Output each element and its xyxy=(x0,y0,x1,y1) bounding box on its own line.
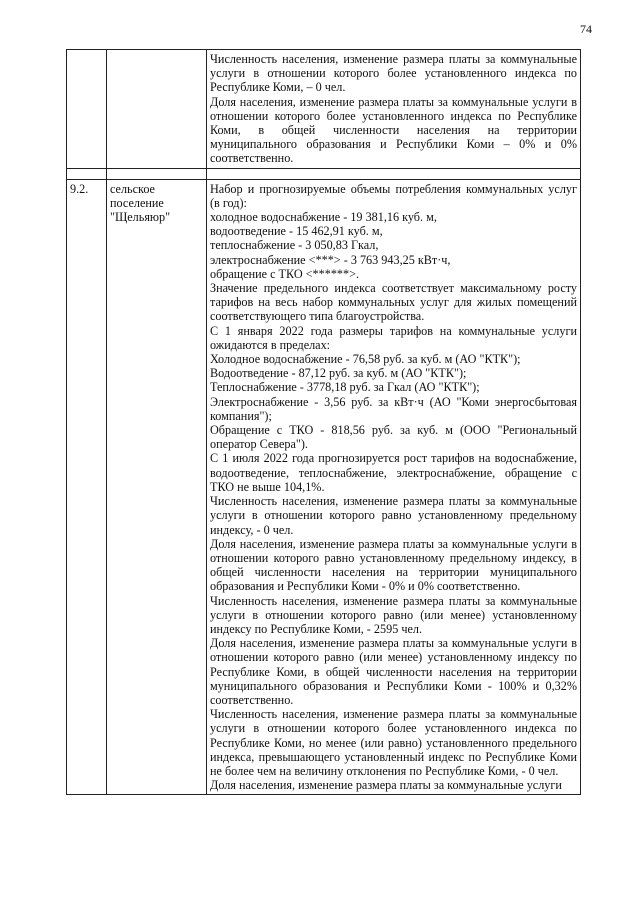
paragraph: Численность населения, изменение размера платы за коммунальные услуги в отношении которого равно установленному предельному индексу, - 0 чел. xyxy=(210,494,577,537)
paragraph: Электроснабжение - 3,56 руб. за кВт·ч (АО "Коми энергосбытовая компания"); xyxy=(210,394,577,423)
row-number-cell xyxy=(67,50,107,169)
paragraph: Теплоснабжение - 3778,18 руб. за Гкал (АО "КТК"); xyxy=(210,380,480,395)
table-row xyxy=(67,50,581,169)
paragraph: Доля населения, изменение размера платы за коммунальные услуги в отношении которого равно установленному предельному индексу, в общей численности населения на территории муниципального образования и Республики Коми - 0% и 0% соответственно. xyxy=(210,536,577,594)
paragraph: Водоотведение - 87,12 руб. за куб. м (АО "КТК"); xyxy=(210,366,467,381)
paragraph: Доля населения, изменение размера платы за коммунальные услуги xyxy=(210,778,562,793)
municipality-cell xyxy=(107,50,207,169)
paragraph: электроснабжение <***> - 3 763 943,25 кВт·ч, xyxy=(210,252,451,267)
row-number-cell: 9.2. xyxy=(67,179,107,795)
paragraph: Доля населения, изменение размера платы за коммунальные услуги в отношении которого равно (или менее) установленному индексу по Республике Коми, в общей численности населения на территории муниципального образования и Республики Коми - 100% и 0,32% соответственно. xyxy=(210,636,577,707)
paragraph: Набор и прогнозируемые объемы потребления коммунальных услуг (в год): xyxy=(210,181,577,210)
paragraph: теплоснабжение - 3 050,83 Гкал, xyxy=(210,238,379,253)
paragraph: Численность населения, изменение размера платы за коммунальные услуги в отношении которого более установленного индекса по Республике Коми, – 0 чел. xyxy=(210,52,577,95)
page-number: 74 xyxy=(580,22,592,36)
paragraph: Значение предельного индекса соответствует максимальному росту тарифов на весь набор коммунальных услуг для жилых помещений соответствующего типа благоустройства. xyxy=(210,281,577,324)
paragraph: Численность населения, изменение размера платы за коммунальные услуги в отношении которого равно (или менее) установленному индексу по Республике Коми, - 2595 чел. xyxy=(210,593,577,636)
paragraph: Обращение с ТКО - 818,56 руб. за куб. м (ООО "Региональный оператор Севера"). xyxy=(210,423,577,452)
table-row xyxy=(67,179,581,795)
description-cell xyxy=(207,179,581,795)
paragraph: Холодное водоснабжение - 76,58 руб. за куб. м (АО "КТК"); xyxy=(210,352,521,367)
paragraph: Доля населения, изменение размера платы за коммунальные услуги в отношении которого более установленного индекса по Республике Коми, в общей численности населения на территории муниципального образования и Республики Коми – 0% и 0% соответственно. xyxy=(210,94,577,166)
municipality-cell: сельское поселение "Щельяюр" xyxy=(107,179,207,795)
paragraph: Численность населения, изменение размера платы за коммунальные услуги в отношении которого более установленного индекса по Республике Коми, но менее (или равно) установленного предельного индекса, превышающего установленный индекс по Республике Коми не более чем на величину отклонения по Республике Коми, - 0 чел. xyxy=(210,707,577,778)
paragraph: обращение с ТКО <******>. xyxy=(210,266,360,281)
paragraph: водоотведение - 15 462,91 куб. м, xyxy=(210,224,383,239)
row-spacer xyxy=(67,168,581,179)
document-table xyxy=(66,49,581,795)
paragraph: С 1 июля 2022 года прогнозируется рост тарифов на водоснабжение, водоотведение, теплоснабжение, электроснабжение, обращение с ТКО не выше 104,1%. xyxy=(210,451,577,494)
paragraph: холодное водоснабжение - 19 381,16 куб. м, xyxy=(210,210,437,225)
description-cell xyxy=(207,50,581,169)
paragraph: С 1 января 2022 года размеры тарифов на коммунальные услуги ожидаются в пределах: xyxy=(210,323,577,352)
